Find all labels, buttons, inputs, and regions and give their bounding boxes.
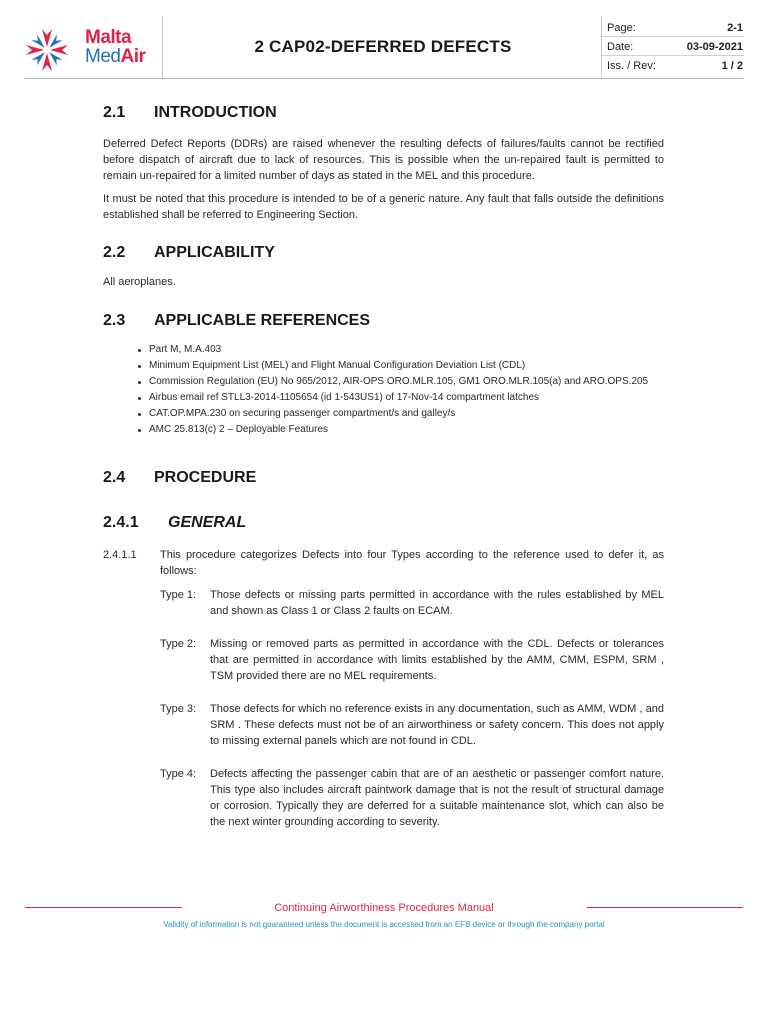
- defect-type-label: Type 2:: [160, 638, 197, 650]
- meta-page: [607, 19, 743, 37]
- company-logo: [25, 26, 165, 72]
- meta-page-value: 2-1: [727, 22, 743, 34]
- document-title: 2 CAP02-DEFERRED DEFECTS: [254, 37, 512, 56]
- logo-line-malta: Malta: [85, 27, 132, 48]
- paragraph-text: This procedure categorizes Defects into four Types according to the reference used to defer it, as follows:: [160, 549, 664, 577]
- defect-type-label: Type 4:: [160, 768, 197, 780]
- reference-item: Airbus email ref STLL3-2014-1105654 (id 1-543US1) of 17-Nov-14 compartment latches: [149, 390, 710, 406]
- meta-revision-value: 1 / 2: [721, 60, 743, 72]
- section-number: 2.1: [103, 104, 126, 121]
- applicability-paragraph: All aeroplanes.: [103, 276, 176, 288]
- logo-line-medair: [85, 47, 145, 66]
- defect-type-label: Type 3:: [160, 703, 197, 715]
- section-title: APPLICABLE REFERENCES: [154, 312, 371, 329]
- reference-item: Part M, M.A.403: [149, 342, 710, 358]
- reference-item: Minimum Equipment List (MEL) and Flight Manual Configuration Deviation List (CDL): [149, 358, 710, 374]
- reference-item: CAT.OP.MPA.230 on securing passenger compartment/s and galley/s: [149, 406, 710, 422]
- intro-paragraph-1: Deferred Defect Reports (DDRs) are raised whenever the resulting defects of failures/faults cannot be rectified before dispatch of aircraft due to lack of resources. This is possible when the un-repaired fault is permitted to remain un-repaired for a limited number of days as stated in the MEL and this procedure.: [103, 138, 664, 182]
- meta-revision-label: Iss. / Rev:: [607, 60, 656, 72]
- section-heading-applicability: [103, 244, 275, 262]
- meta-date-value: 03-09-2021: [686, 41, 743, 53]
- section-heading-introduction: [103, 104, 277, 122]
- meta-date: [607, 38, 743, 56]
- paragraph-number: 2.4.1.1: [103, 549, 137, 561]
- section-number: 2.4: [103, 469, 126, 486]
- reference-item: AMC 25.813(c) 2 – Deployable Features: [149, 422, 710, 438]
- defect-type-3: [160, 701, 664, 749]
- defect-type-1: [160, 587, 664, 619]
- maltese-star-icon: [25, 28, 69, 72]
- section-title: INTRODUCTION: [154, 104, 277, 121]
- subsection-heading-general: [103, 514, 246, 532]
- page-header: [25, 16, 743, 79]
- footer-manual-title: Continuing Airworthiness Procedures Manual: [274, 902, 494, 914]
- intro-paragraph-2: It must be noted that this procedure is intended to be of a generic nature. Any fault that falls outside the definitions established shall be referred to Engineering Section.: [103, 193, 664, 221]
- footer-validity-note: Validity of information is not guaranteed unless the document is accessed from an EFB device or through the company portal: [163, 920, 605, 929]
- section-heading-references: [103, 312, 370, 330]
- section-title: APPLICABILITY: [154, 244, 275, 261]
- logo-med: Med: [85, 46, 121, 67]
- logo-wordmark: [85, 28, 145, 66]
- numbered-paragraph-2-4-1-1: [103, 547, 664, 579]
- section-title: PROCEDURE: [154, 469, 257, 486]
- document-meta-table: [601, 16, 744, 78]
- subsection-title: GENERAL: [168, 514, 247, 531]
- subsection-number: 2.4.1: [103, 514, 139, 531]
- references-list: [103, 342, 710, 438]
- defect-type-4: [160, 766, 664, 830]
- defect-type-label: Type 1:: [160, 589, 197, 601]
- reference-item: Commission Regulation (EU) No 965/2012, AIR-OPS ORO.MLR.105, GM1 ORO.MLR.105(a) and ARO.OPS.205: [149, 374, 710, 390]
- defect-type-2: [160, 636, 664, 684]
- section-number: 2.3: [103, 312, 126, 329]
- logo-air: Air: [120, 46, 146, 67]
- meta-date-label: Date:: [607, 41, 634, 53]
- defect-type-text: Missing or removed parts as permitted in accordance with the CDL. Defects or tolerances that are permitted in accordance with limits established by the AMM, CMM, ESPM, SRM , TSM provided there are no MEL requirements.: [210, 638, 664, 682]
- meta-revision: [607, 57, 743, 75]
- meta-page-label: Page:: [607, 22, 636, 34]
- defect-type-text: Defects affecting the passenger cabin that are of an aesthetic or passenger comfort nature. This type also includes aircraft paintwork damage that is not the result of structural damage or corrosion. Typically they are deferred for a suitable maintenance slot, which can also be the next winter grounding according to severity.: [210, 768, 664, 828]
- section-heading-procedure: [103, 469, 256, 487]
- defect-type-text: Those defects or missing parts permitted in accordance with the rules established by MEL and shown as Class 1 or Class 2 faults on ECAM.: [210, 589, 664, 617]
- section-number: 2.2: [103, 244, 126, 261]
- header-divider: [162, 16, 163, 78]
- defect-type-text: Those defects for which no reference exists in any documentation, such as AMM, WDM , and SRM . These defects must not be of an airworthiness or safety concern. This does not apply to missing external panels which are not found in CDL.: [210, 703, 664, 747]
